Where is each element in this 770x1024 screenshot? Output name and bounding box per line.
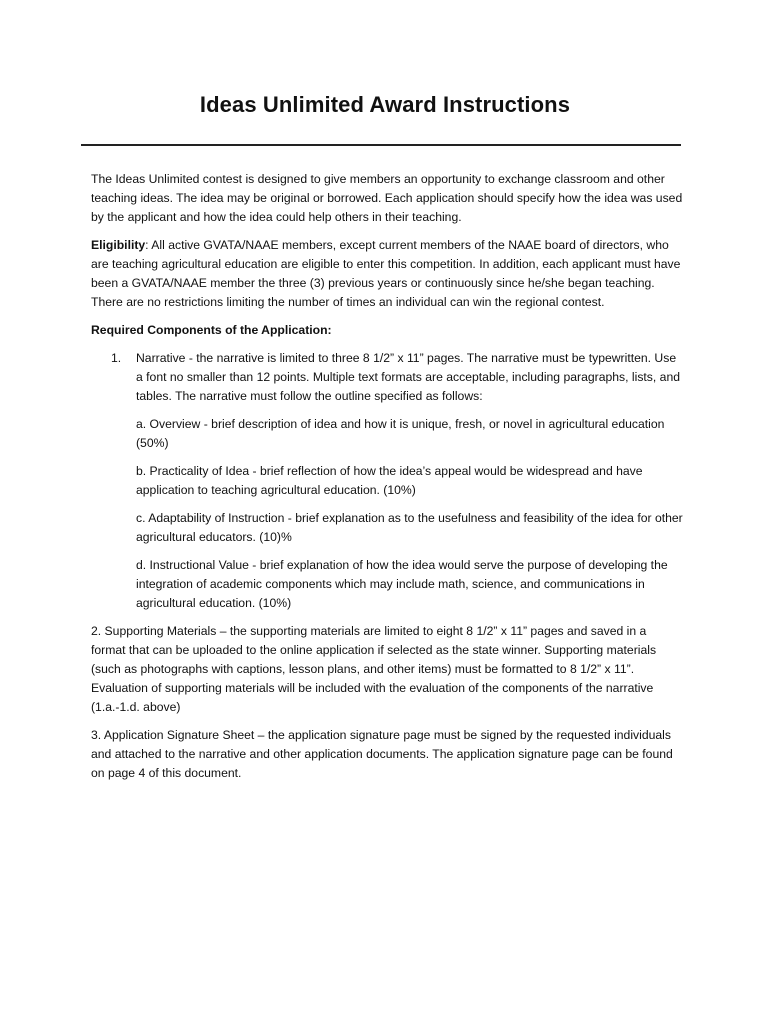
intro-paragraph: The Ideas Unlimited contest is designed to give members an opportunity to exchange classroom and other teaching ideas. The idea may be original or borrowed. Each application should specify how the idea was used by the applicant and how the idea could help others in their teaching. <box>91 172 683 224</box>
sub-item-overview: a. Overview - brief description of idea and how it is unique, fresh, or novel in agricultural education (50%) <box>136 417 665 450</box>
required-components-heading: Required Components of the Application: <box>91 323 332 337</box>
sub-item-practicality: b. Practicality of Idea - brief reflection of how the idea’s appeal would be widespread and have application to teaching agricultural education. (10%) <box>136 464 643 497</box>
document-title: Ideas Unlimited Award Instructions <box>199 92 571 117</box>
narrative-text: Narrative - the narrative is limited to three 8 1/2” x 11” pages. The narrative must be typewritten. Use a font no smaller than 12 points. Multiple text formats are acceptable, including paragraphs, lists, and tables. The narrative must follow the outline specified as follows: <box>136 351 680 403</box>
eligibility-text: : All active GVATA/NAAE members, except current members of the NAAE board of directors, who are teaching agricultural education are eligible to enter this competition. In addition, each applicant must have been a GVATA/NAAE member the three (3) previous years or continuously since he/she began teaching. There are no restrictions limiting the number of times an individual can win the regional contest. <box>91 238 681 309</box>
eligibility-label: Eligibility <box>91 238 146 252</box>
document-body <box>91 170 683 792</box>
supporting-materials-paragraph: 2. Supporting Materials – the supporting materials are limited to eight 8 1/2” x 11” pages and saved in a format that can be uploaded to the online application if selected as the state winner. Supporting materials (such as photographs with captions, lesson plans, and other items) must be formatted to 8 1/2” x 11”. Evaluation of supporting materials will be included with the evaluation of the components of the narrative (1.a.-1.d. above) <box>91 624 657 714</box>
list-item-narrative <box>91 349 683 406</box>
title-divider <box>81 144 681 146</box>
sub-item-adaptability: c. Adaptability of Instruction - brief explanation as to the usefulness and feasibility of the idea for other agricultural educators. (10)% <box>136 511 683 544</box>
signature-sheet-paragraph: 3. Application Signature Sheet – the application signature page must be signed by the requested individuals and attached to the narrative and other application documents. The application signature page can be found on page 4 of this document. <box>91 728 673 780</box>
eligibility-paragraph <box>91 236 683 312</box>
sub-item-instructional-value: d. Instructional Value - brief explanation of how the idea would serve the purpose of developing the integration of academic components which may include math, science, and communications in agricultural education. (10%) <box>136 558 668 610</box>
list-item-number: 1. <box>111 351 122 365</box>
